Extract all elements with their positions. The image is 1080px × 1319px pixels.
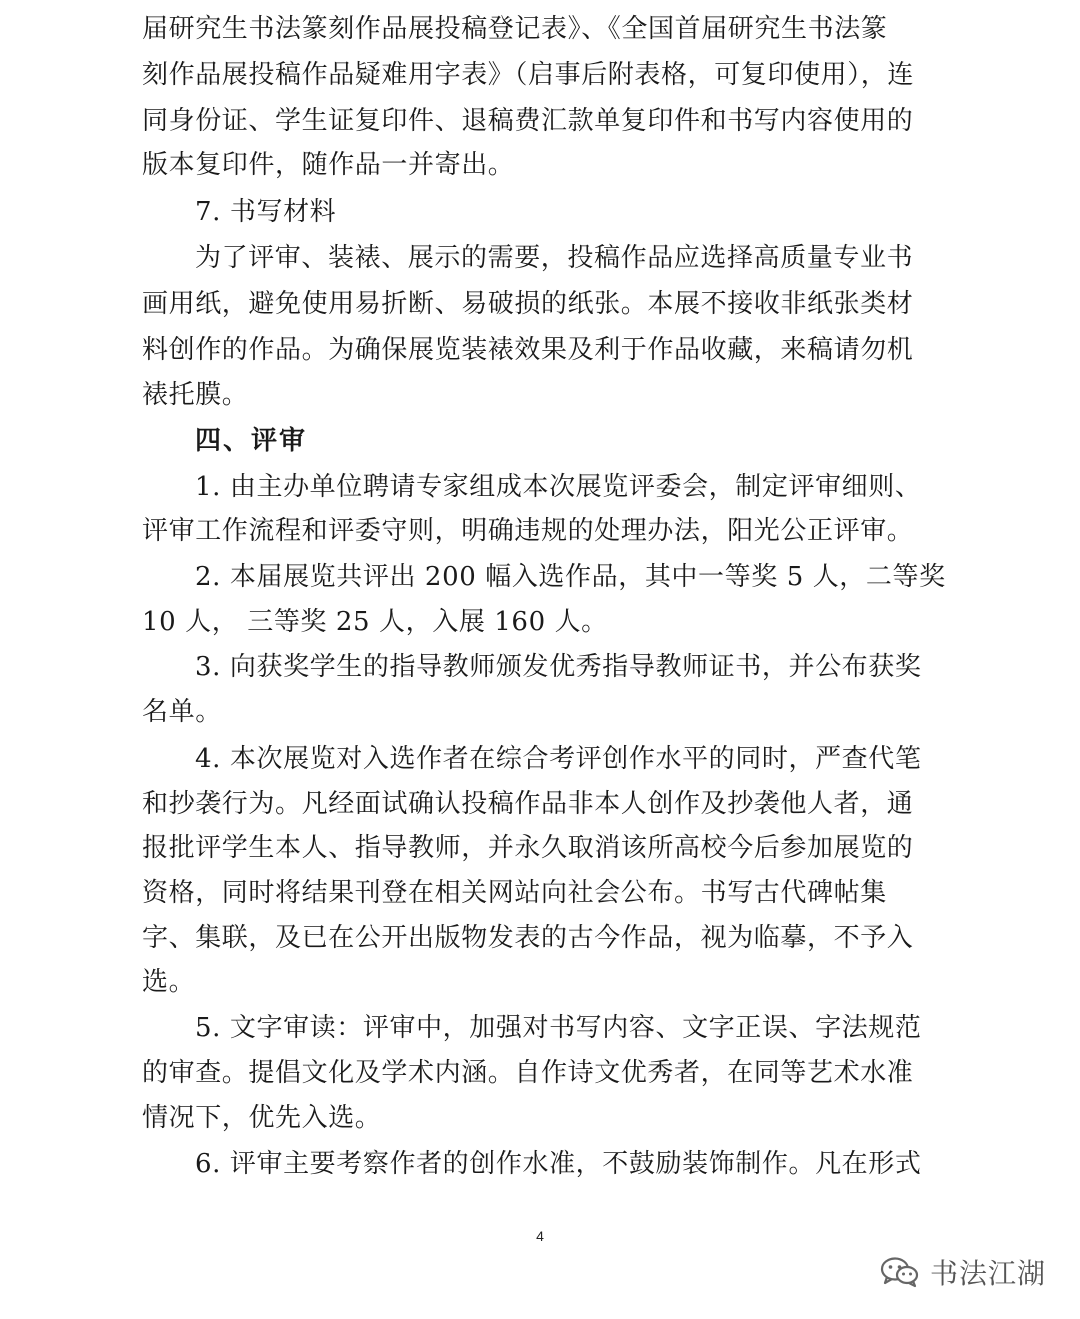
watermark-text: 书法江湖 [929, 1257, 1046, 1290]
body-line: 3. 向获奖学生的指导教师颁发优秀指导教师证书，并公布获奖 [195, 652, 922, 682]
section-heading: 四、评审 [195, 426, 308, 456]
body-line: 报批评学生本人、指导教师，并永久取消该所高校今后参加展览的 [142, 833, 914, 863]
body-line: 选。 [142, 967, 196, 997]
body-line: 评审工作流程和评委守则，明确违规的处理办法，阳光公正评审。 [142, 516, 914, 546]
page-number: 4 [536, 1228, 544, 1244]
body-line: 4. 本次展览对入选作者在综合考评创作水平的同时，严查代笔 [195, 744, 922, 774]
body-line: 2. 本届展览共评出 200 幅入选作品，其中一等奖 5 人，二等奖 [195, 562, 946, 592]
body-line: 刻作品展投稿作品疑难用字表》（启事后附表格，可复印使用），连 [142, 60, 915, 90]
body-line: 为了评审、装裱、展示的需要，投稿作品应选择高质量专业书 [195, 243, 914, 273]
body-line: 6. 评审主要考察作者的创作水准，不鼓励装饰制作。凡在形式 [195, 1149, 922, 1179]
body-line: 1. 由主办单位聘请专家组成本次展览评委会，制定评审细则、 [195, 472, 922, 502]
body-line: 资格，同时将结果刊登在相关网站向社会公布。书写古代碑帖集 [142, 878, 887, 908]
body-line: 的审查。提倡文化及学术内涵。自作诗文优秀者，在同等艺术水准 [142, 1058, 914, 1088]
body-line: 画用纸，避免使用易折断、易破损的纸张。本展不接收非纸张类材 [142, 289, 914, 319]
body-line: 裱托膜。 [142, 380, 249, 410]
body-line: 届研究生书法篆刻作品展投稿登记表》、《全国首届研究生书法篆 [142, 14, 888, 44]
body-line: 5. 文字审读：评审中，加强对书写内容、文字正误、字法规范 [195, 1013, 922, 1043]
body-line: 和抄袭行为。凡经面试确认投稿作品非本人创作及抄袭他人者，通 [142, 789, 914, 819]
wechat-icon [880, 1256, 920, 1288]
watermark [880, 1252, 1046, 1292]
body-line: 版本复印件，随作品一并寄出。 [142, 150, 515, 180]
body-line: 10 人， 三等奖 25 人，入展 160 人。 [142, 607, 608, 637]
body-line: 名单。 [142, 697, 222, 727]
body-line: 料创作的作品。为确保展览装裱效果及利于作品收藏，来稿请勿机 [142, 335, 914, 365]
body-line: 字、集联，及已在公开出版物发表的古今作品，视为临摹，不予入 [142, 923, 914, 953]
body-line: 情况下，优先入选。 [142, 1103, 382, 1133]
section-item-title: 7. 书写材料 [195, 197, 337, 227]
body-line: 同身份证、学生证复印件、退稿费汇款单复印件和书写内容使用的 [142, 106, 914, 136]
